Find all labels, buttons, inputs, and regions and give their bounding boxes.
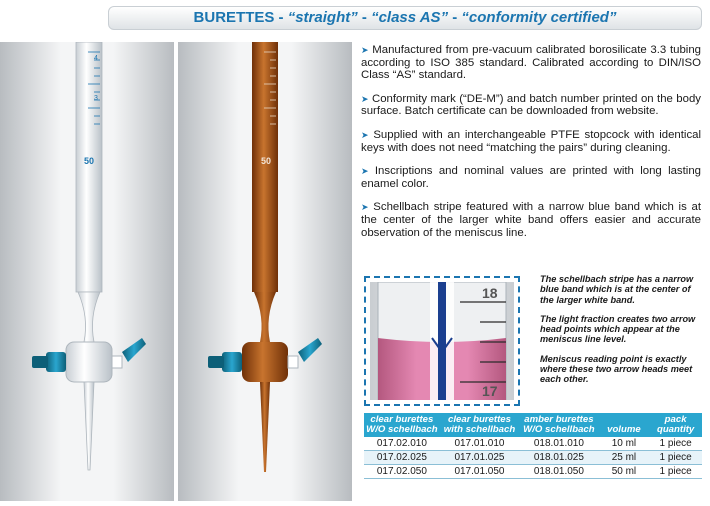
zoom-label-bottom: 17 xyxy=(482,383,498,399)
meniscus-captions xyxy=(540,274,702,394)
table-cell: 018.01.010 xyxy=(519,437,598,451)
clear-scale-mark-a: 4 xyxy=(94,55,98,62)
amber-burette-photo xyxy=(178,42,352,501)
feature-text: Supplied with an interchangeable PTFE stopcock with identical keys with does not need “matching the pairs” during cleaning. xyxy=(361,128,701,154)
table-cell: 10 ml xyxy=(599,437,650,451)
clear-nominal-label: 50 xyxy=(84,156,95,166)
feature-item xyxy=(361,165,701,190)
table-cell: 25 ml xyxy=(599,450,650,464)
clear-scale-mark-b: 3 xyxy=(94,95,98,102)
table-cell: 1 piece xyxy=(649,437,702,451)
bullet-arrow-icon: ➤ xyxy=(361,45,369,55)
caption-text: The light fraction creates two arrow head points which appear at the meniscus line level. xyxy=(540,313,696,345)
meniscus-zoom-frame xyxy=(364,276,520,406)
col-header-pack: pack quantity xyxy=(649,413,702,437)
table-cell: 017.01.050 xyxy=(440,464,519,478)
table-row xyxy=(364,437,702,451)
feature-item xyxy=(361,93,701,118)
title-class: “class AS” xyxy=(371,9,449,26)
feature-text: Inscriptions and nominal values are printed with long lasting enamel color. xyxy=(361,165,701,190)
table-cell: 018.01.050 xyxy=(519,464,598,478)
title-straight: “straight” xyxy=(287,9,358,26)
feature-list xyxy=(361,44,701,250)
amber-nominal-label: 50 xyxy=(261,156,272,166)
table-row xyxy=(364,450,702,464)
table-cell: 50 ml xyxy=(599,464,650,478)
table-cell: 018.01.025 xyxy=(519,450,598,464)
feature-text: Manufactured from pre-vacuum calibrated borosilicate 3.3 tubing according to ISO 385 standard. Calibrated according to DIN/ISO Class “AS” standard. xyxy=(361,44,701,82)
meniscus-zoom-image xyxy=(370,282,514,400)
table-row xyxy=(364,464,702,478)
col-header-volume: volume xyxy=(599,413,650,437)
feature-item xyxy=(361,201,701,239)
caption-text: Meniscus reading point is exactly where these two arrow heads meet each other. xyxy=(540,353,693,385)
product-photos xyxy=(0,42,352,501)
bullet-arrow-icon: ➤ xyxy=(361,166,369,177)
col-header-clear-wo: clear burettes W/O schellbach xyxy=(364,413,440,437)
bullet-arrow-icon: ➤ xyxy=(361,129,369,140)
bullet-arrow-icon: ➤ xyxy=(361,202,369,213)
bullet-arrow-icon: ➤ xyxy=(361,93,369,104)
title-separator-2: - xyxy=(448,9,462,26)
product-table xyxy=(364,413,702,479)
table-header-row xyxy=(364,413,702,437)
page-title-banner xyxy=(108,6,702,30)
feature-item xyxy=(361,129,701,154)
zoom-label-top: 18 xyxy=(482,285,498,301)
col-header-amber-wo: amber burettes W/O schellbach xyxy=(519,413,598,437)
title-conformity: “conformity certified” xyxy=(461,9,617,26)
clear-burette-photo xyxy=(0,42,174,501)
table-cell: 017.02.050 xyxy=(364,464,440,478)
feature-item xyxy=(361,44,701,82)
title-plain: BURETTES - xyxy=(193,9,288,26)
table-cell: 1 piece xyxy=(649,450,702,464)
col-header-clear-with: clear burettes with schellbach xyxy=(440,413,519,437)
caption-text: The schellbach stripe has a narrow blue band which is at the center of the larger white band. xyxy=(540,274,694,305)
table-cell: 017.02.025 xyxy=(364,450,440,464)
table-cell: 017.01.010 xyxy=(440,437,519,451)
table-cell: 017.01.025 xyxy=(440,450,519,464)
feature-text: Conformity mark (“DE-M”) and batch number printed on the body surface. Batch certificate can be downloaded from website. xyxy=(361,92,701,118)
table-cell: 1 piece xyxy=(649,464,702,478)
table-cell: 017.02.010 xyxy=(364,437,440,451)
feature-text: Schellbach stripe featured with a narrow blue band which is at the center of the larger white band offers easier and accurate observation of the meniscus line. xyxy=(361,201,702,239)
title-separator-1: - xyxy=(357,9,372,26)
